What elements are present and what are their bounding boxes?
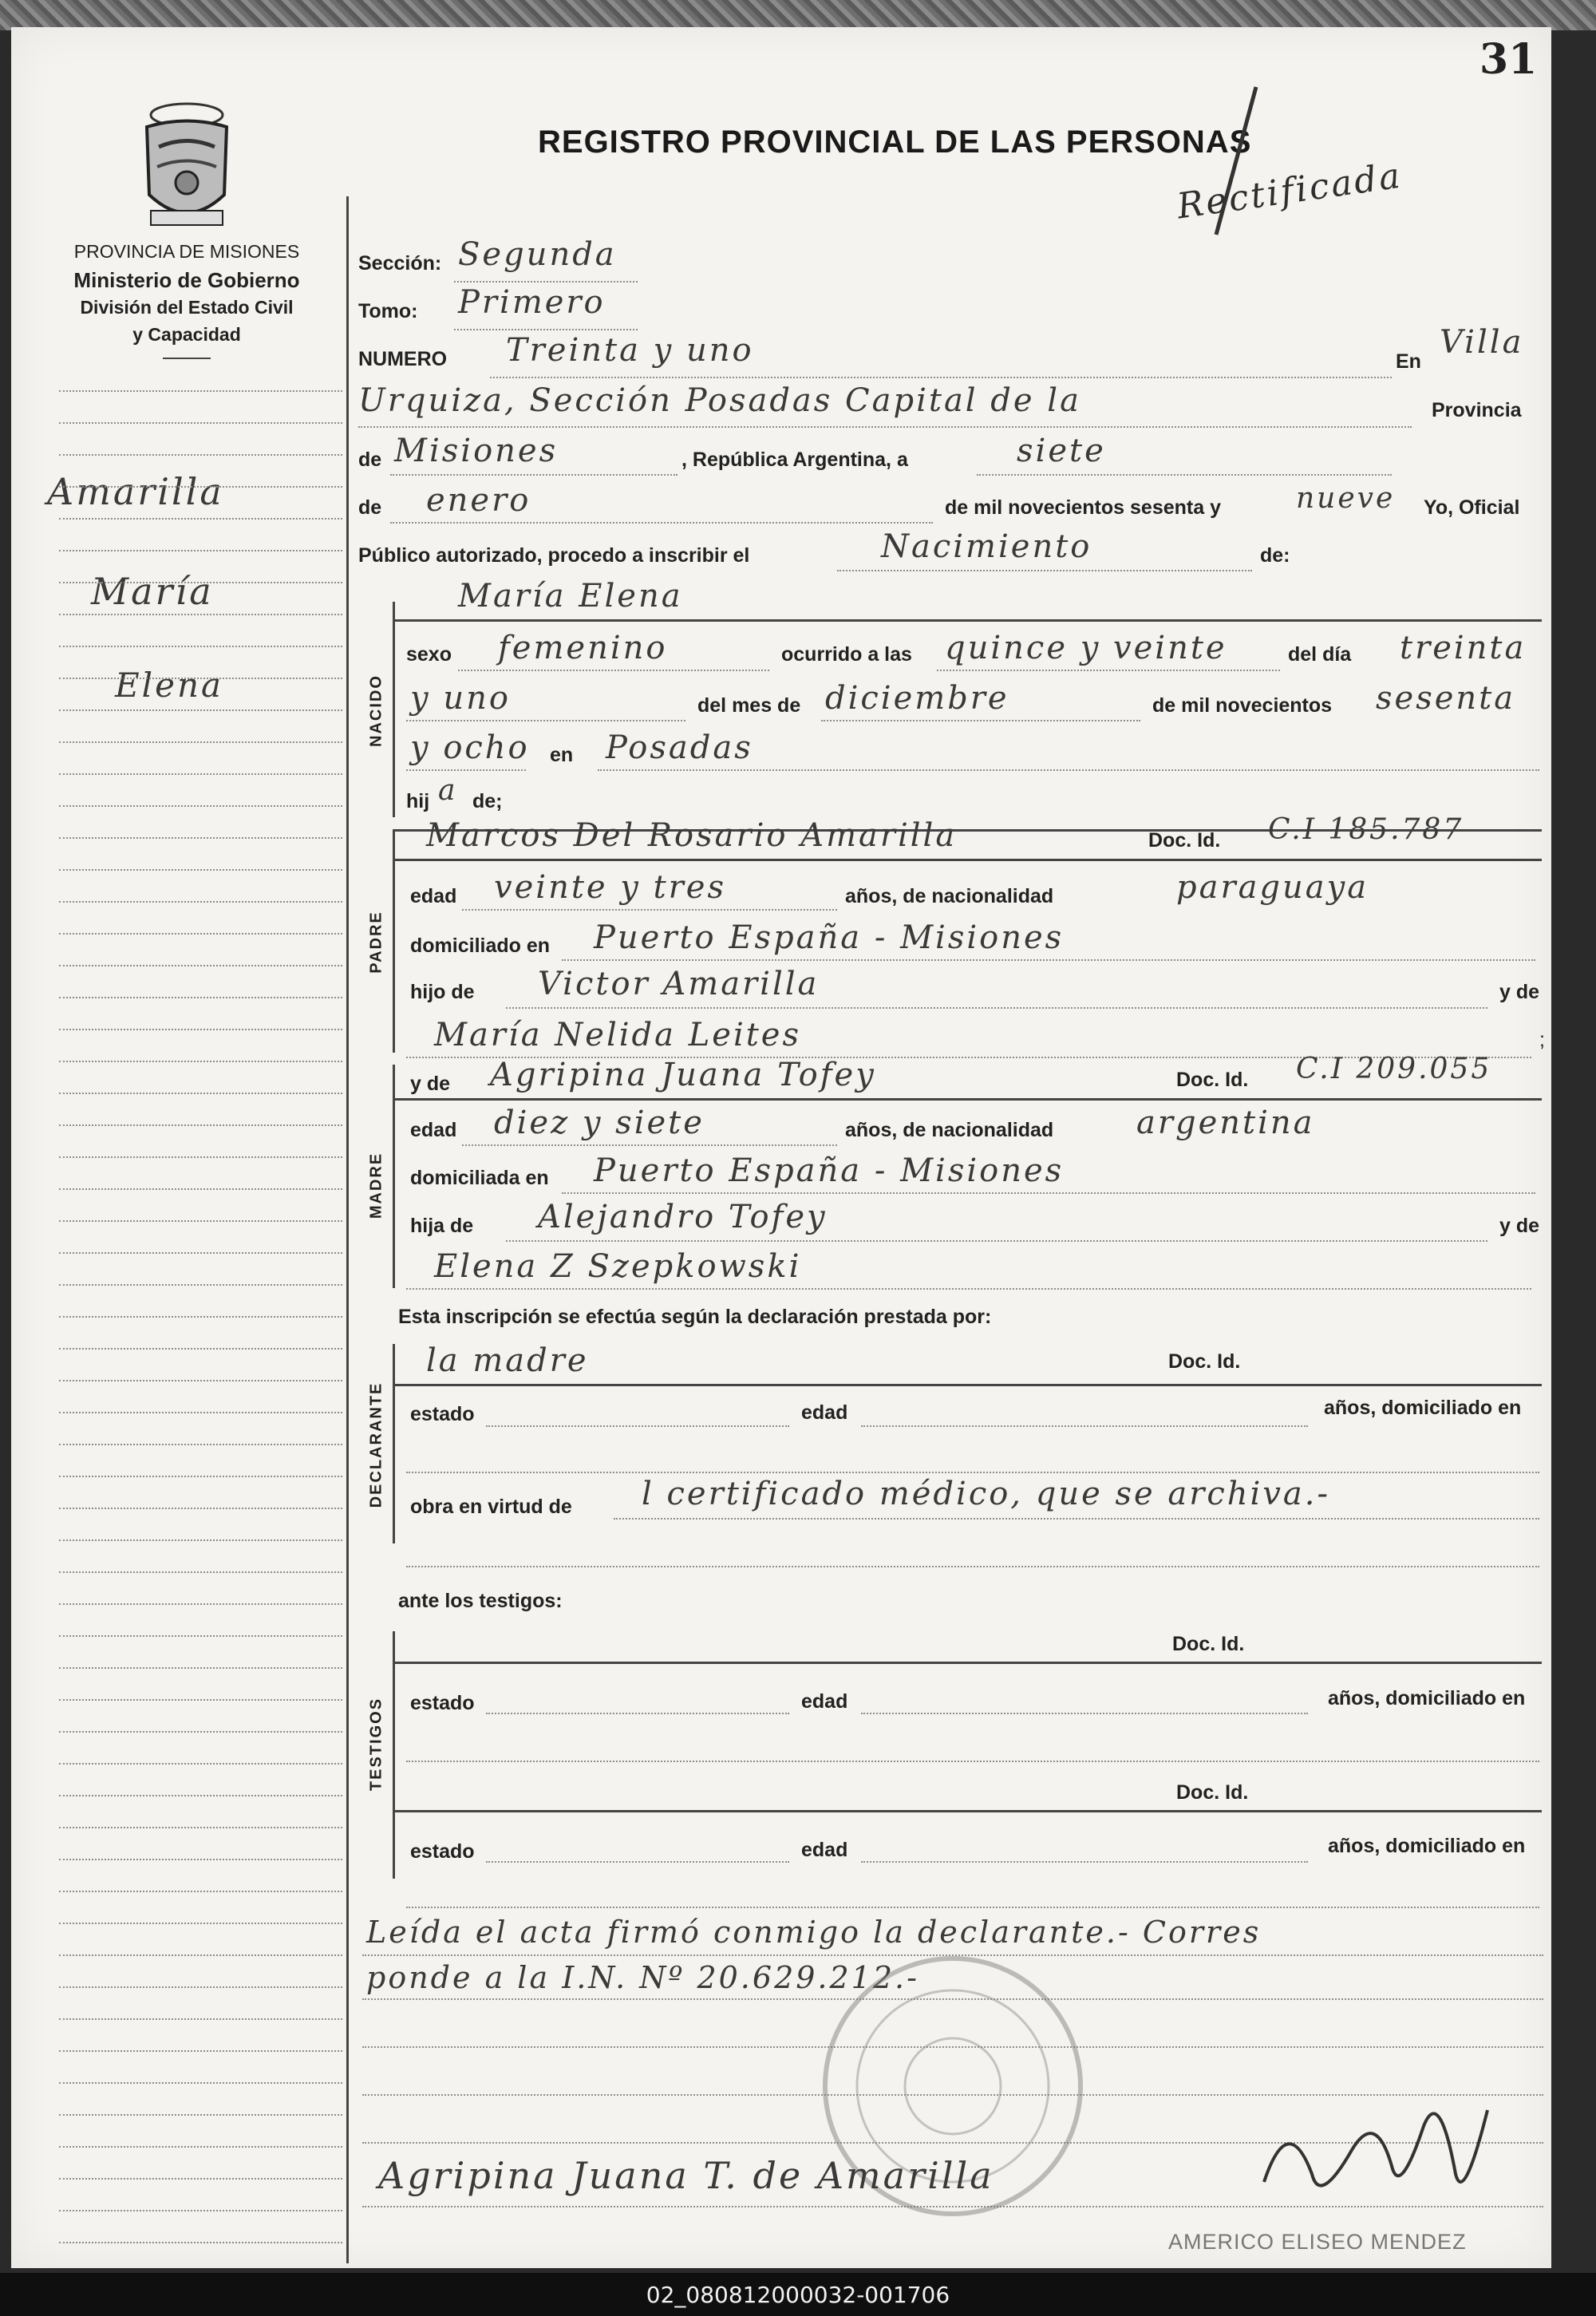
mes-value: diciembre <box>825 680 1009 717</box>
declarante-name: la madre <box>426 1342 589 1379</box>
seccion-label: Sección: <box>358 252 442 275</box>
day-value: siete <box>1017 433 1106 469</box>
padre-nacionalidad-value: paraguaya <box>1176 869 1369 906</box>
padre-yde-label: y de <box>1499 981 1540 1003</box>
de2-label: de <box>358 496 382 519</box>
madre-nacionalidad-label: años, de nacionalidad <box>845 1119 1054 1141</box>
lugar-value: Posadas <box>606 729 753 766</box>
declarante-name-rule <box>393 1384 1542 1386</box>
mes-label: del mes de <box>697 694 801 717</box>
nacido-section-label: NACIDO <box>367 674 385 747</box>
provincial-crest-icon <box>135 99 239 235</box>
tomo-label: Tomo: <box>358 300 418 322</box>
nacido-name: María Elena <box>458 578 683 615</box>
nacido-bracket <box>393 602 395 817</box>
hij-label: hij <box>406 790 430 812</box>
testigo1-doc-label: Doc. Id. <box>1172 1633 1245 1655</box>
province-value: Misiones <box>394 433 559 469</box>
padre-name-rule <box>393 859 1542 861</box>
madre-edad-label: edad <box>410 1119 457 1141</box>
testigo2-rule <box>393 1810 1542 1812</box>
padre-edad-label: edad <box>410 885 457 907</box>
declarant-signature: Agripina Juana T. de Amarilla <box>378 2154 994 2197</box>
year-value: nueve <box>1296 482 1396 515</box>
hij-suffix: a <box>438 774 458 807</box>
obra-label: obra en virtud de <box>410 1496 572 1518</box>
madre-yde2-label: y de <box>1499 1215 1540 1237</box>
testigo1-edad-label: edad <box>801 1690 848 1713</box>
anio-value: sesenta <box>1376 680 1516 717</box>
margin-stroke-mark <box>1208 83 1272 243</box>
republica-label: , República Argentina, a <box>681 449 908 471</box>
declarante-bracket <box>393 1344 395 1543</box>
testigo2-doc-label: Doc. Id. <box>1176 1781 1249 1804</box>
year-label: de mil novecientos sesenta y <box>945 496 1221 519</box>
declarante-section-label: DECLARANTE <box>367 1381 385 1508</box>
sexo-value: femenino <box>498 630 668 666</box>
madre-domicilio-value: Puerto España - Misiones <box>594 1152 1065 1189</box>
testigo2-estado-label: estado <box>410 1840 475 1863</box>
madre-edad-value: diez y siete <box>494 1105 705 1141</box>
sidebar-middle-name: Elena <box>115 666 224 705</box>
hij-de-label: de; <box>472 790 503 812</box>
sidebar-first-name: María <box>91 570 214 613</box>
en-label: En <box>1396 350 1421 373</box>
sidebar-ministry: Ministerio de Gobierno <box>73 268 300 292</box>
place-line: Urquiza, Sección Posadas Capital de la <box>358 382 1081 419</box>
madre-doc-value: C.I 209.055 <box>1296 1053 1492 1085</box>
document-page <box>11 27 1551 2268</box>
column-divider <box>346 196 349 2263</box>
testigo1-estado-label: estado <box>410 1692 475 1714</box>
provincia-label: Provincia <box>1432 399 1522 421</box>
lugar-label: en <box>550 744 574 766</box>
padre-edad-value: veinte y tres <box>494 869 726 906</box>
madre-name: Agripina Juana Tofey <box>490 1057 876 1093</box>
padre-section-label: PADRE <box>367 911 385 974</box>
act-value: Nacimiento <box>881 528 1092 565</box>
declarante-edad-label: edad <box>801 1401 848 1424</box>
madre-madre-value: Elena Z Szepkowski <box>434 1248 802 1285</box>
madre-yde-label: y de <box>410 1073 451 1095</box>
padre-hijo-label: hijo de <box>410 981 475 1003</box>
sexo-label: sexo <box>406 643 452 666</box>
padre-bracket <box>393 829 395 1053</box>
numero-label: NUMERO <box>358 348 448 370</box>
tomo-value: Primero <box>458 284 606 321</box>
sidebar-capacidad: y Capacidad <box>132 324 241 345</box>
official-signature <box>1240 2078 1511 2214</box>
nacido-name-rule <box>393 619 1542 622</box>
dia-value: treinta <box>1400 630 1527 666</box>
padre-doc-value: C.I 185.787 <box>1268 813 1464 846</box>
padre-nacionalidad-label: años, de nacionalidad <box>845 885 1054 907</box>
sidebar-division: División del Estado Civil <box>80 297 294 318</box>
declarante-doc-label: Doc. Id. <box>1168 1350 1241 1373</box>
margin-annotation: Rectificada <box>1174 155 1405 227</box>
page-number: 31 <box>1479 35 1538 84</box>
testigos-intro: ante los testigos: <box>398 1590 563 1612</box>
madre-domicilio-label: domiciliada en <box>410 1167 549 1189</box>
anio-label: de mil novecientos <box>1152 694 1333 717</box>
numero-value: Treinta y uno <box>506 332 754 369</box>
declarante-intro: Esta inscripción se efectúa según la declaración prestada por: <box>398 1306 992 1328</box>
hora-label: ocurrido a las <box>781 643 912 666</box>
hora-value: quince y veinte <box>945 630 1227 666</box>
dia-label: del día <box>1288 643 1352 666</box>
testigo1-rule <box>393 1662 1542 1664</box>
oficial-label: Yo, Oficial <box>1424 496 1520 519</box>
testigo2-domicilio-label: años, domiciliado en <box>1328 1835 1526 1857</box>
sidebar-province: PROVINCIA DE MISIONES <box>73 241 300 262</box>
anio-value-cont: y ocho <box>410 729 530 766</box>
month-value: enero <box>426 482 531 519</box>
madre-section-label: MADRE <box>367 1152 385 1219</box>
padre-madre-value: María Nelida Leites <box>434 1017 802 1053</box>
publico-label: Público autorizado, procedo a inscribir el <box>358 544 750 567</box>
obra-value: l certificado médico, que se archiva.- <box>642 1476 1331 1512</box>
padre-name: Marcos Del Rosario Amarilla <box>426 817 958 854</box>
testigos-section-label: TESTIGOS <box>367 1697 385 1792</box>
testigo1-domicilio-label: años, domiciliado en <box>1328 1687 1526 1709</box>
notes-line2: ponde a la I.N. Nº 20.629.212.- <box>366 1960 919 1995</box>
dia-value-cont: y uno <box>410 680 511 717</box>
seccion-value: Segunda <box>458 236 617 273</box>
padre-padre-value: Victor Amarilla <box>538 966 820 1002</box>
book-cover-edge <box>0 0 1596 30</box>
madre-name-rule <box>393 1098 1542 1101</box>
madre-hija-label: hija de <box>410 1215 474 1237</box>
testigo2-edad-label: edad <box>801 1839 848 1861</box>
en-value: Villa <box>1440 324 1524 361</box>
official-name-stamp: AMERICO ELISEO MENDEZ <box>1168 2230 1467 2254</box>
padre-domicilio-label: domiciliado en <box>410 935 551 957</box>
de-label: de <box>358 449 382 471</box>
image-caption: 02_080812000032-001706 <box>0 2273 1596 2316</box>
document-title: REGISTRO PROVINCIAL DE LAS PERSONAS <box>538 124 1252 160</box>
padre-semicolon: ; <box>1539 1029 1545 1051</box>
padre-domicilio-value: Puerto España - Misiones <box>594 919 1065 956</box>
de3-label: de: <box>1260 544 1290 567</box>
sidebar-surname: Amarilla <box>47 470 224 513</box>
madre-nacionalidad-value: argentina <box>1136 1105 1315 1141</box>
padre-doc-label: Doc. Id. <box>1148 829 1221 852</box>
notes-line1: Leída el acta firmó conmigo la declarante.- Corres <box>366 1915 1262 1950</box>
declarante-estado-label: estado <box>410 1403 475 1425</box>
madre-padre-value: Alejandro Tofey <box>538 1199 828 1235</box>
sidebar-divider <box>163 358 211 359</box>
madre-doc-label: Doc. Id. <box>1176 1069 1249 1091</box>
declarante-domicilio-label: años, domiciliado en <box>1324 1397 1522 1419</box>
testigos-bracket <box>393 1631 395 1879</box>
